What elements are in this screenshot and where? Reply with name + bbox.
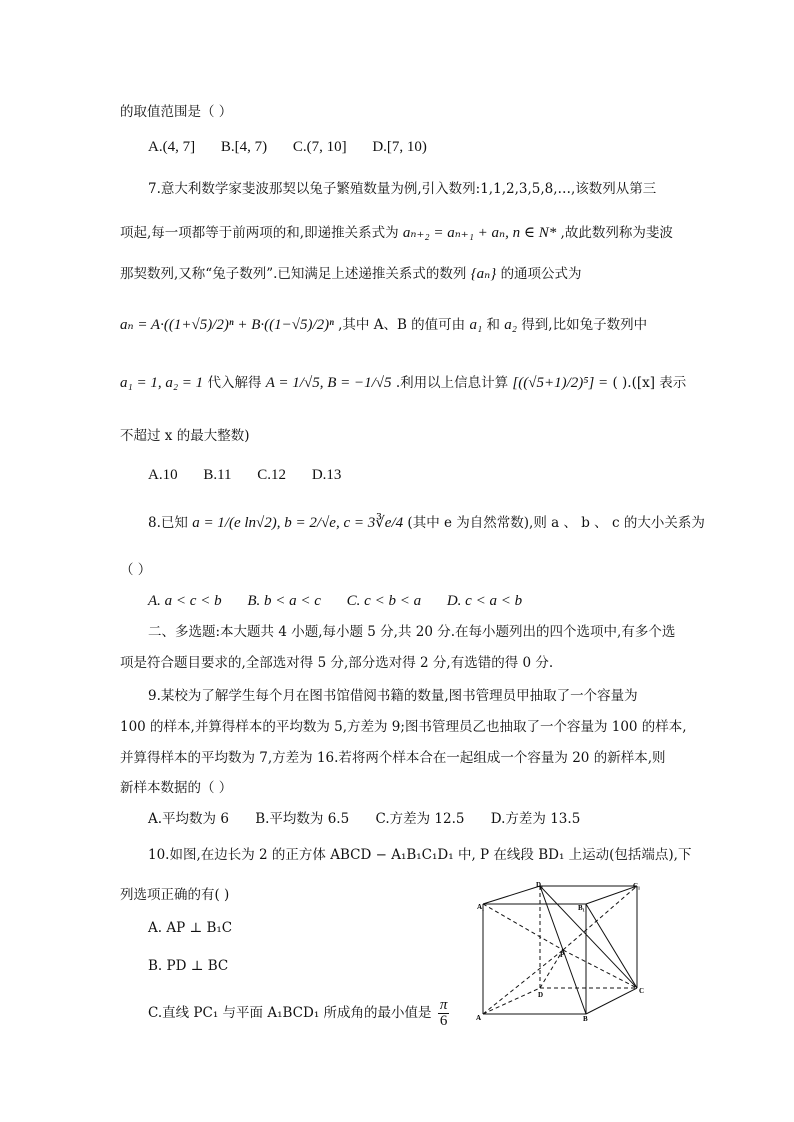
q7-line3-text: 那契数列,又称“兔子数列”.已知满足上述递推关系式的数列: [120, 266, 467, 282]
q7-line2-text-end: ,故此数列称为斐波: [560, 225, 673, 241]
q8-line1: [148, 516, 705, 531]
q7-line3: [120, 267, 582, 282]
cube-figure: [474, 880, 650, 1022]
q6-tail: 的取值范围是（ ）: [120, 104, 233, 120]
q7-line6: 不超过 x 的最大整数): [120, 428, 250, 444]
q8-suffix: (其中 e 为自然常数),则 a 、 b 、 c 的大小关系为: [407, 515, 705, 531]
q9-option-a: A.平均数为 6: [148, 811, 229, 827]
q7-line5-text: 代入解得: [207, 375, 262, 391]
q7-line4: [120, 318, 647, 333]
q6-option-a: A.(4, 7]: [148, 139, 196, 155]
q8-expressions: a = 1/(e ln√2), b = 2/√e, c = 3∛e/4: [192, 515, 404, 531]
label-d1: D₁: [536, 881, 544, 889]
q7-line5-calc-text: .利用以上信息计算: [395, 375, 509, 391]
q8-option-d: D. c < a < b: [446, 593, 523, 609]
q10-fraction-denominator: 6: [439, 1013, 448, 1029]
q7-general-term-formula: aₙ = A·((1+√5)/2)ⁿ + B·((1−√5)/2)ⁿ: [120, 317, 334, 333]
label-b1: B₁: [578, 904, 585, 912]
q8-paren: （ ）: [120, 562, 152, 578]
q7-a2-symbol: a₂: [504, 317, 518, 333]
q9-line1: 9.某校为了解学生每个月在图书馆借阅书籍的数量,图书管理员甲抽取了一个容量为: [148, 688, 638, 704]
q7-and-text: 和: [486, 317, 500, 333]
q7-option-b: B.11: [203, 467, 232, 483]
q7-line2-text: 项起,每一项都等于前两项的和,即递推关系式为: [120, 225, 399, 241]
q8-option-a: A. a < c < b: [148, 593, 222, 609]
q6-option-b: B.[4, 7): [220, 139, 268, 155]
q7-option-d: D.13: [311, 467, 342, 483]
q7-solution-ab: A = 1/√5, B = −1/√5: [265, 375, 392, 391]
q7-line3-text-end: 的通项公式为: [500, 266, 582, 282]
label-c1: C₁: [633, 882, 641, 890]
q6-option-c: C.(7, 10]: [292, 139, 347, 155]
q9-option-b: B.平均数为 6.5: [255, 811, 350, 827]
q7-line4-text: ,其中 A、B 的值可由: [338, 317, 466, 333]
label-c: C: [639, 987, 645, 995]
q8-options: [148, 594, 544, 609]
q7-option-c: C.12: [257, 467, 287, 483]
q9-line3: 并算得样本的平均数为 7,方差为 16.若将两个样本合在一起组成一个容量为 20 的新样本,则: [120, 750, 666, 766]
q10-option-c-text: C.直线 PC₁ 与平面 A₁BCD₁ 所成角的最小值是: [148, 1005, 432, 1021]
q7-line4-text-end: 得到,比如兔子数列中: [521, 317, 648, 333]
q9-options: [148, 813, 602, 827]
label-p: P: [560, 951, 565, 959]
section2-line2: 项是符合题目要求的,全部选对得 5 分,部分选对得 2 分,有选错的得 0 分.: [120, 655, 554, 671]
q9-option-d: D.方差为 13.5: [490, 811, 581, 827]
q7-line5-text-end: ( ).([x] 表示: [612, 375, 687, 391]
q7-line2: [120, 226, 673, 241]
q9-option-c: C.方差为 12.5: [375, 811, 465, 827]
q8-prefix: 8.已知: [148, 515, 188, 531]
section2-line1: 二、多选题:本大题共 4 小题,每小题 5 分,共 20 分.在每小题列出的四个选项中,有多个选: [148, 624, 676, 640]
q6-options: [148, 140, 449, 155]
q10-line1: 10.如图,在边长为 2 的正方体 ABCD − A₁B₁C₁D₁ 中, P 在线段 BD₁ 上运动(包括端点),下: [148, 847, 692, 863]
label-b: B: [583, 1015, 588, 1022]
q10-option-b: B. PD ⊥ BC: [148, 958, 229, 974]
label-a: A: [476, 1014, 482, 1022]
q10-option-c: [148, 998, 449, 1029]
q7-recurrence-formula: aₙ₊₂ = aₙ₊₁ + aₙ, n ∈ N*: [402, 225, 557, 241]
q6-option-d: D.[7, 10): [372, 139, 427, 155]
q7-option-a: A.10: [148, 467, 178, 483]
q7-line5: [120, 376, 686, 391]
q10-pi-over-6-fraction: [438, 998, 450, 1029]
label-a1: A₁: [477, 903, 485, 911]
q10-option-a: A. AP ⊥ B₁C: [148, 920, 233, 936]
q7-options: [148, 468, 363, 483]
q8-option-b: B. b < a < c: [247, 593, 321, 609]
label-d: D: [538, 991, 544, 999]
q7-a1-symbol: a₁: [469, 317, 483, 333]
q10-fraction-numerator: π: [439, 997, 448, 1013]
q9-line4: 新样本数据的（ ）: [120, 780, 233, 796]
q7-floor-expression: [((√5+1)/2)⁵] =: [512, 375, 609, 391]
q8-option-c: C. c < b < a: [346, 593, 422, 609]
q7-line1: 7.意大利数学家斐波那契以兔子繁殖数量为例,引入数列:1,1,2,3,5,8,…,该数列从第三: [148, 181, 657, 197]
q7-sequence-symbol: {aₙ}: [470, 266, 497, 282]
q7-initial-values: a₁ = 1, a₂ = 1: [120, 375, 204, 391]
q9-line2: 100 的样本,并算得样本的平均数为 5,方差为 9;图书管理员乙也抽取了一个容量为 100 的样本,: [120, 719, 687, 735]
q10-line2: 列选项正确的有( ): [120, 887, 230, 903]
